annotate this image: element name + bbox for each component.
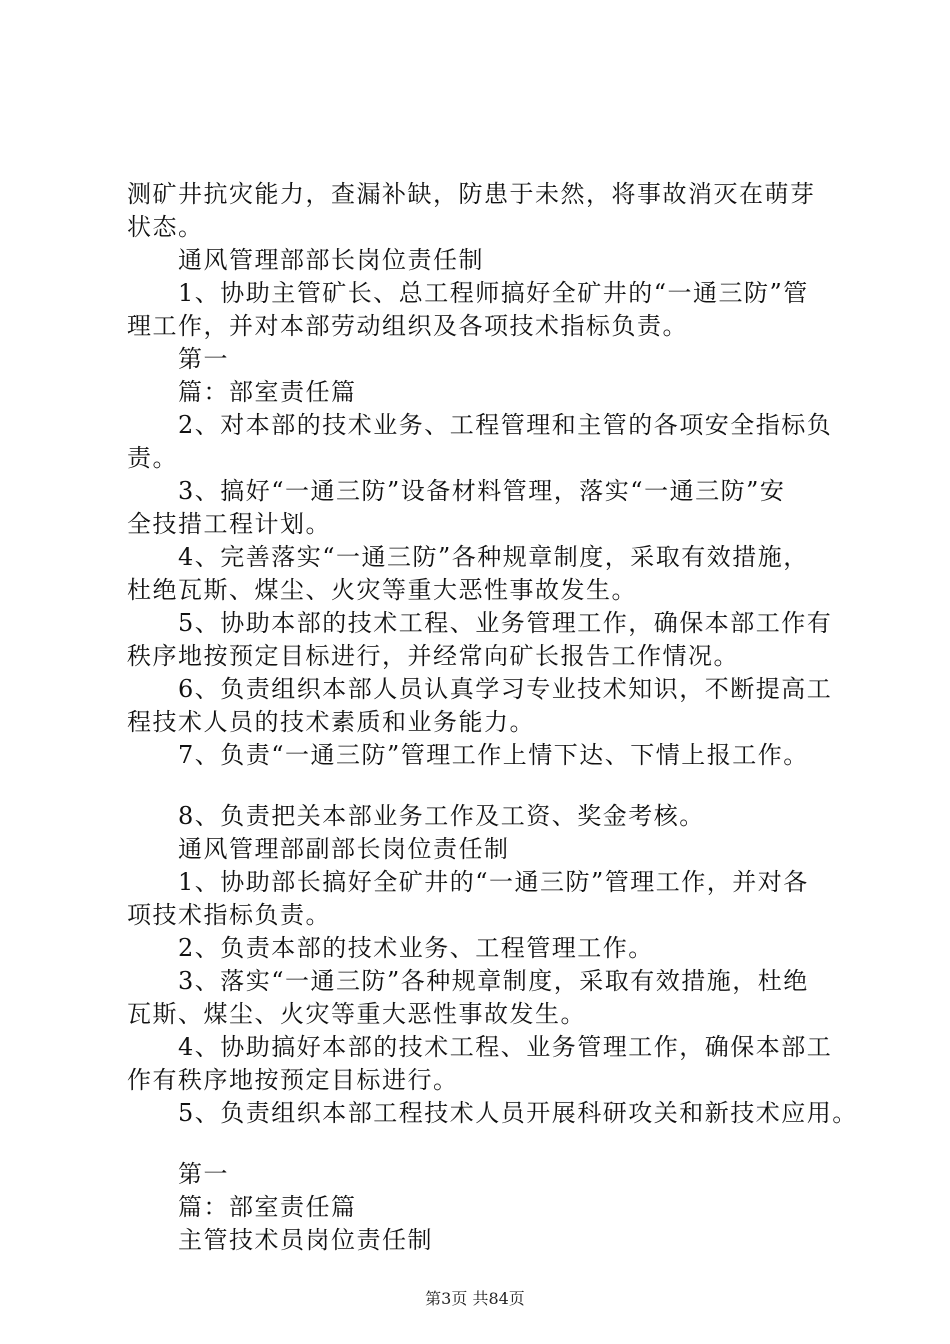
text-line: 瓦斯、煤尘、火灾等重大恶性事故发生。 <box>127 1000 586 1028</box>
text-line: 第一 <box>178 345 229 373</box>
text-line: 程技术人员的技术素质和业务能力。 <box>127 708 535 736</box>
text-line: 5、负责组织本部工程技术人员开展科研攻关和新技术应用。 <box>178 1099 858 1127</box>
text-line: 状态。 <box>127 213 204 241</box>
text-line: 6、负责组织本部人员认真学习专业技术知识，不断提高工 <box>178 675 833 703</box>
page-number-footer: 第3页 共84页 <box>425 1289 525 1308</box>
text-line: 4、完善落实“一通三防”各种规章制度，采取有效措施， <box>178 543 809 571</box>
text-line: 4、协助搞好本部的技术工程、业务管理工作，确保本部工 <box>178 1033 833 1061</box>
text-line: 3、落实“一通三防”各种规章制度，采取有效措施，杜绝 <box>178 967 809 995</box>
text-line: 全技措工程计划。 <box>127 510 331 538</box>
text-line: 测矿井抗灾能力，查漏补缺，防患于未然，将事故消灭在萌芽 <box>127 180 816 208</box>
text-line: 8、负责把关本部业务工作及工资、奖金考核。 <box>178 802 705 830</box>
text-line: 第一 <box>178 1160 229 1188</box>
text-line: 项技术指标负责。 <box>127 901 331 929</box>
text-line: 篇：部室责任篇 <box>178 1193 357 1221</box>
text-line: 7、负责“一通三防”管理工作上情下达、下情上报工作。 <box>178 741 809 769</box>
text-line: 2、对本部的技术业务、工程管理和主管的各项安全指标负 <box>178 411 833 439</box>
section-heading: 通风管理部部长岗位责任制 <box>178 246 484 274</box>
text-line: 5、协助本部的技术工程、业务管理工作，确保本部工作有 <box>178 609 833 637</box>
text-line: 理工作，并对本部劳动组织及各项技术指标负责。 <box>127 312 688 340</box>
text-line: 秩序地按预定目标进行，并经常向矿长报告工作情况。 <box>127 642 739 670</box>
text-line: 3、搞好“一通三防”设备材料管理，落实“一通三防”安 <box>178 477 786 505</box>
text-line: 责。 <box>127 444 178 472</box>
section-heading: 主管技术员岗位责任制 <box>178 1226 433 1254</box>
text-line: 杜绝瓦斯、煤尘、火灾等重大恶性事故发生。 <box>127 576 637 604</box>
text-line: 1、协助主管矿长、总工程师搞好全矿井的“一通三防”管 <box>178 279 809 307</box>
text-line: 2、负责本部的技术业务、工程管理工作。 <box>178 934 654 962</box>
text-line: 篇：部室责任篇 <box>178 378 357 406</box>
text-line: 作有秩序地按预定目标进行。 <box>127 1066 459 1094</box>
section-heading: 通风管理部副部长岗位责任制 <box>178 835 510 863</box>
text-line: 1、协助部长搞好全矿井的“一通三防”管理工作，并对各 <box>178 868 809 896</box>
